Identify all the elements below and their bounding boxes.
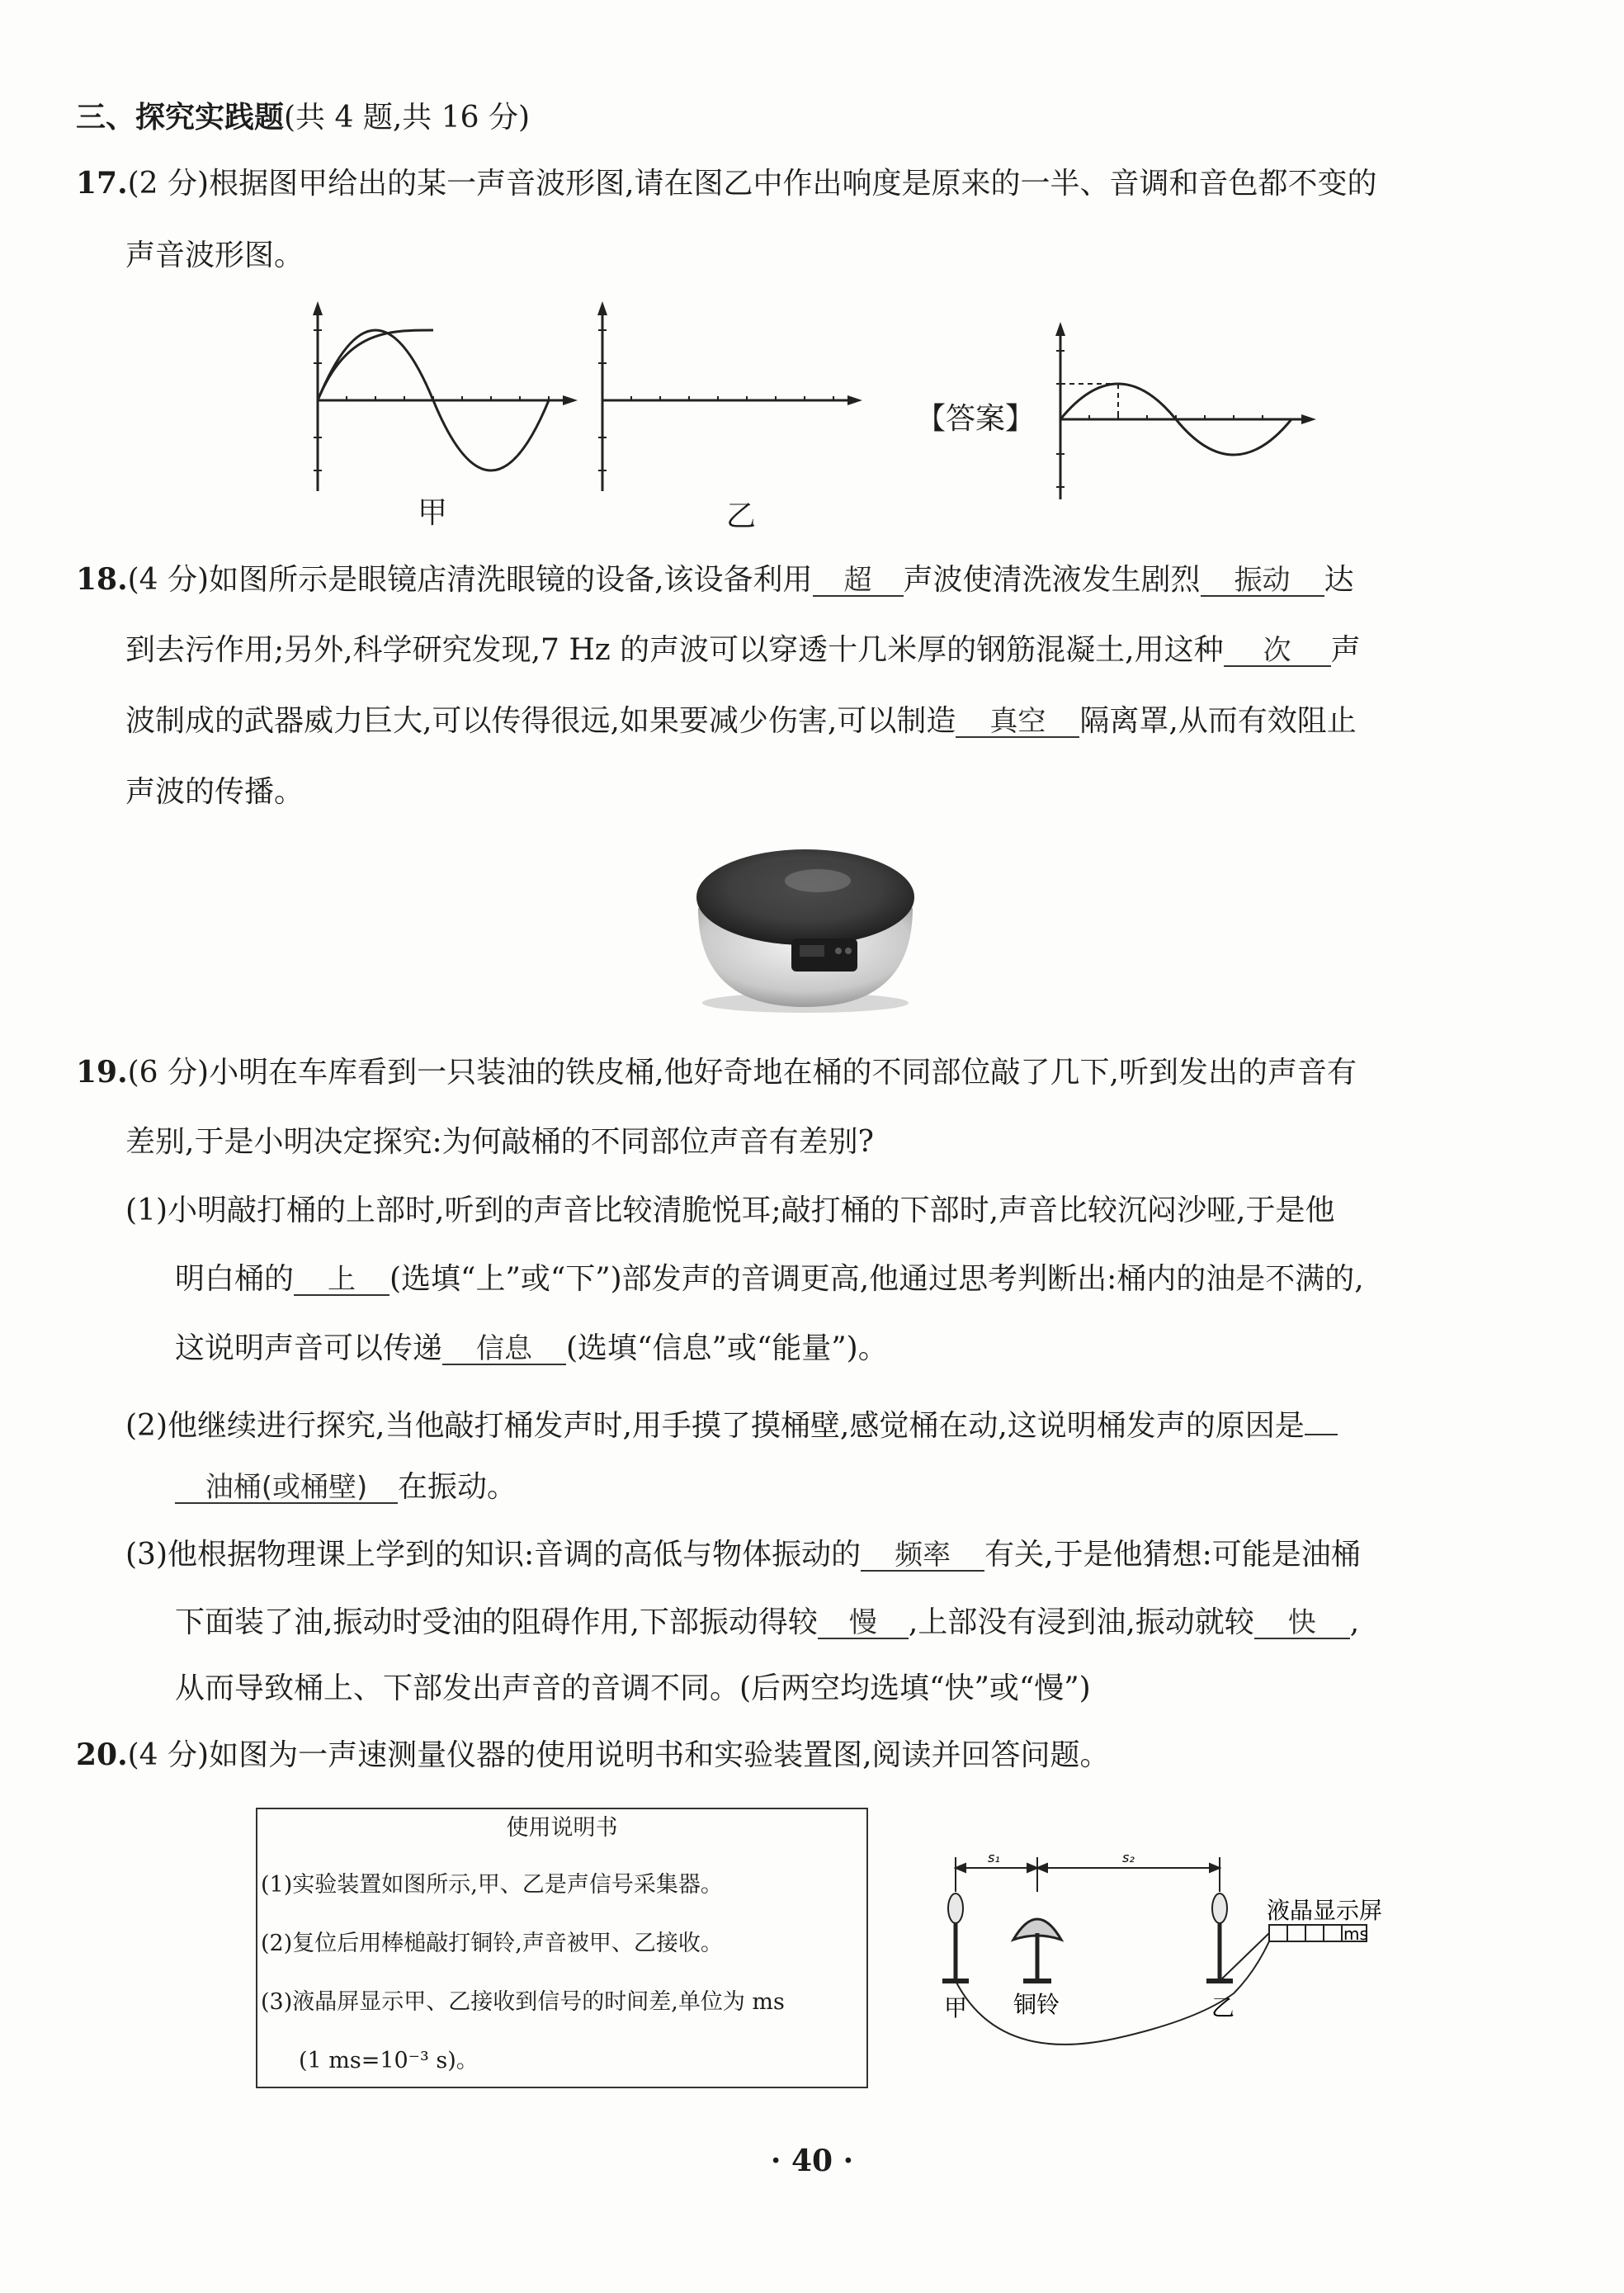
manual-line-4: (1 ms=10⁻³ s)。 [299,2048,479,2073]
q18-text: 声波的传播。 [125,775,304,809]
label-receiver-jia: 甲 [944,1994,968,2021]
q19-number: 19. [76,1055,128,1090]
q17-line2 [125,238,304,274]
q19-p1-line3 [175,1331,888,1367]
q19-line1 [76,1054,1357,1091]
label-receiver-yi: 乙 [1211,1994,1235,2021]
q18-line3 [125,703,1357,740]
section-title [76,99,530,136]
q18-text: 达 [1324,563,1354,597]
q19-p3-line3 [175,1671,1091,1707]
q20-number: 20. [76,1737,128,1772]
q17-number: 17. [76,166,128,201]
graph-jia [313,301,578,491]
answer-tag: 【答案】 [916,402,1036,436]
q19-line2 [125,1124,874,1161]
q19-text: , [1349,1605,1360,1639]
q19-blank-frequency: 频率 [861,1537,984,1572]
label-bell: 铜铃 [1013,1991,1060,2018]
q19-text: (选填“信息”或“能量”)。 [566,1331,888,1365]
q18-text: 声 [1330,633,1361,667]
q19-blank-lead [1305,1401,1338,1435]
q20-points: (4 分) [127,1738,210,1772]
manual-line-2: (2)复位后用棒槌敲打铜铃,声音被甲、乙接收。 [261,1931,723,1956]
label-screen: 液晶显示屏 [1267,1897,1383,1924]
q19-p3-line1 [125,1537,1361,1573]
q19-blank-source: 油桶(或桶壁) [175,1469,398,1504]
q17-text1: 根据图甲给出的某一声音波形图,请在图乙中作出响度是原来的一半、音调和音色都不变的 [209,167,1377,201]
q19-text: (1)小明敲打桶的上部时,听到的声音比较清脆悦耳;敲打桶的下部时,声音比较沉闷沙哑,于是他 [125,1194,1335,1227]
q19-p1-line2 [175,1261,1364,1298]
q20-line1 [76,1737,1110,1774]
manual-line-1: (1)实验装置如图所示,甲、乙是声信号采集器。 [261,1872,723,1898]
section-title-meta: (共 4 题,共 16 分) [284,101,531,135]
q18-text: 如图所示是眼镜店清洗眼镜的设备,该设备利用 [209,563,813,597]
q19-text: 明白桶的 [175,1262,295,1296]
ultrasonic-cleaner-photo [682,838,929,1015]
q20-text: 如图为一声速测量仪器的使用说明书和实验装置图,阅读并回答问题。 [209,1738,1110,1772]
q18-blank-4: 真空 [956,703,1079,738]
q19-blank-info: 信息 [442,1331,566,1365]
q18-blank-1: 超 [813,562,904,597]
label-ms-unit: ms [1343,1924,1368,1944]
q19-points: (6 分) [127,1056,210,1090]
graph-yi [597,301,862,491]
label-s1: s₁ [988,1850,1000,1865]
q19-text: (选填“上”或“下”)部发声的音调更高,他通过思考判断出:桶内的油是不满的, [389,1262,1364,1296]
q18-text: 波制成的武器威力巨大,可以传得很远,如果要减少伤害,可以制造 [125,704,956,738]
q19-text: 有关,于是他猜想:可能是油桶 [984,1538,1361,1572]
q19-text: (2)他继续进行探究,当他敲打桶发声时,用手摸了摸桶壁,感觉桶在动,这说明桶发声的原因是 [125,1409,1305,1443]
q17-points: (2 分) [127,167,210,201]
q18-number: 18. [76,562,128,597]
q18-blank-3: 次 [1224,632,1331,667]
label-s2: s₂ [1122,1850,1135,1865]
manual-line-3: (3)液晶屏显示甲、乙接收到信号的时间差,单位为 ms [261,1989,785,2015]
q18-text: 到去污作用;另外,科学研究发现,7 Hz 的声波可以穿透十几米厚的钢筋混凝土,用这种 [125,633,1224,667]
q17-text2: 声音波形图。 [125,239,304,272]
q19-blank-slow: 慢 [818,1605,909,1639]
q17-figures [297,297,1337,528]
graph-answer [1055,322,1316,499]
q18-text: 声波使清洗液发生剧烈 [903,563,1201,597]
q19-p2-line2 [175,1469,517,1506]
q19-text: 这说明声音可以传递 [175,1331,443,1365]
label-jia: 甲 [418,496,448,530]
q18-text: 隔离罩,从而有效阻止 [1079,704,1357,738]
q18-points: (4 分) [127,563,210,597]
manual-box [256,1808,868,2088]
q19-text: 从而导致桶上、下部发出声音的音调不同。(后两空均选填“快”或“慢”) [175,1671,1091,1705]
q19-text: 在振动。 [398,1470,517,1504]
label-yi: 乙 [726,499,757,533]
q19-text: 小明在车库看到一只装油的铁皮桶,他好奇地在桶的不同部位敲了几下,听到发出的声音有 [209,1056,1357,1090]
manual-title: 使用说明书 [506,1815,618,1841]
section-title-main: 三、探究实践题 [76,100,285,135]
q19-text: 下面装了油,振动时受油的阻碍作用,下部振动得较 [175,1605,818,1639]
q19-p3-line2 [175,1605,1359,1641]
q19-text: (3)他根据物理课上学到的知识:音调的高低与物体振动的 [125,1538,862,1572]
q18-blank-2: 振动 [1201,562,1324,597]
page-number: · 40 · [770,2144,854,2178]
q19-blank-up-down: 上 [294,1261,389,1296]
q19-p2-line1 [125,1401,1338,1444]
q19-text: 差别,于是小明决定探究:为何敲桶的不同部位声音有差别? [125,1125,874,1159]
q18-line4 [125,774,304,811]
q19-text: ,上部没有浸到油,振动就较 [908,1605,1254,1639]
q17-line1 [76,165,1377,202]
q19-p1-line1 [125,1193,1334,1229]
apparatus-diagram [924,1841,1403,2072]
q19-blank-fast: 快 [1254,1605,1350,1639]
q18-line2 [125,632,1361,669]
q18-line1 [76,561,1354,598]
